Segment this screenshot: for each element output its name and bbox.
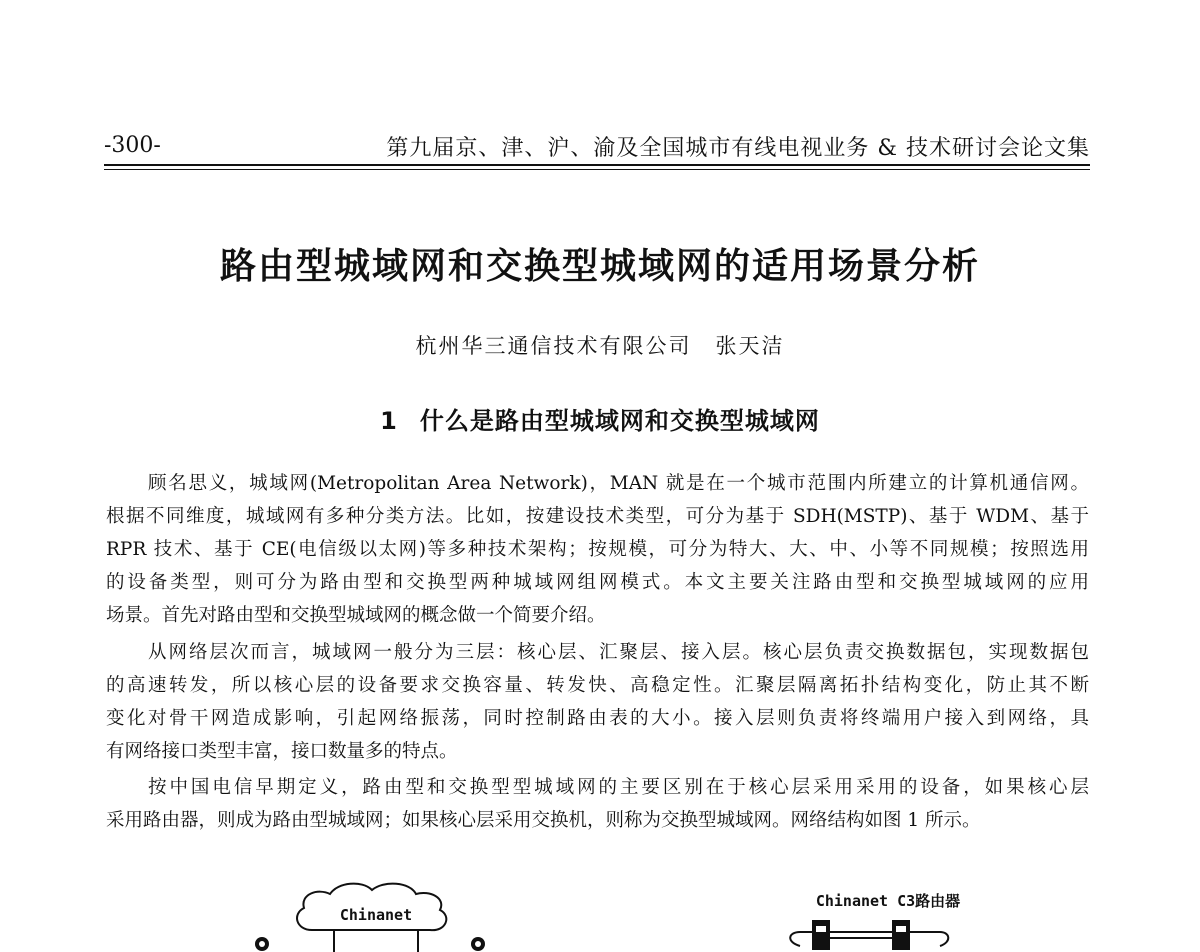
header-rule-thin: [104, 169, 1090, 170]
affiliation: 杭州华三通信技术有限公司: [415, 334, 692, 358]
section-title: 什么是路由型城域网和交换型城域网: [419, 407, 820, 435]
router-icon: [892, 920, 910, 950]
router-icon: [812, 920, 830, 950]
network-figure: [0, 880, 1200, 952]
byline: [0, 330, 1200, 360]
body-line: 根据不同维度，城域网有多种分类方法。比如，按建设技术类型，可分为基于 SDH(MSTP)、基于 WDM、基于: [106, 506, 1089, 527]
body-line: 有网络接口类型丰富，接口数量多的特点。: [106, 741, 458, 762]
body-line: RPR 技术、基于 CE(电信级以太网)等多种技术架构；按规模，可分为特大、大、中、小等不同规模；按照选用: [106, 539, 1089, 560]
c3-router-label: Chinanet C3路由器: [815, 892, 961, 910]
chinanet-cloud-label: Chinanet: [339, 906, 413, 924]
author: 张天洁: [715, 334, 785, 358]
body-line: 的设备类型，则可分为路由型和交换型两种城域网组网模式。本文主要关注路由型和交换型城域网的应用: [106, 572, 1089, 593]
body-line: 采用路由器，则成为路由型城域网；如果核心层采用交换机，则称为交换型城域网。网络结构如图 1 所示。: [106, 810, 981, 831]
article-title: 路由型城域网和交换型城域网的适用场景分析: [219, 246, 980, 287]
body-line: 按中国电信早期定义，路由型和交换型型城域网的主要区别在于核心层采用采用的设备，如果核心层: [148, 777, 1089, 798]
running-title: 第九届京、津、沪、渝及全国城市有线电视业务 & 技术研讨会论文集: [386, 136, 1090, 161]
router-icon: [471, 937, 485, 951]
section-heading: [0, 401, 1200, 436]
router-icon: [255, 937, 269, 951]
body-line: 的高速转发，所以核心层的设备要求交换容量、转发快、高稳定性。汇聚层隔离拓扑结构变化，防止其不断: [106, 675, 1089, 696]
body-line: 从网络层次而言，城域网一般分为三层：核心层、汇聚层、接入层。核心层负责交换数据包，实现数据包: [148, 642, 1089, 663]
section-number: 1: [380, 407, 398, 435]
body-line: 场景。首先对路由型和交换型城域网的概念做一个简要介绍。: [106, 605, 606, 626]
body-line: 变化对骨干网造成影响，引起网络振荡，同时控制路由表的大小。接入层则负责将终端用户接入到网络，具: [106, 708, 1089, 729]
page-number: -300-: [104, 133, 161, 158]
header-rule: [104, 164, 1090, 166]
body-line: 顾名思义，城域网(Metropolitan Area Network)，MAN 就是在一个城市范围内所建立的计算机通信网。: [148, 473, 1089, 494]
